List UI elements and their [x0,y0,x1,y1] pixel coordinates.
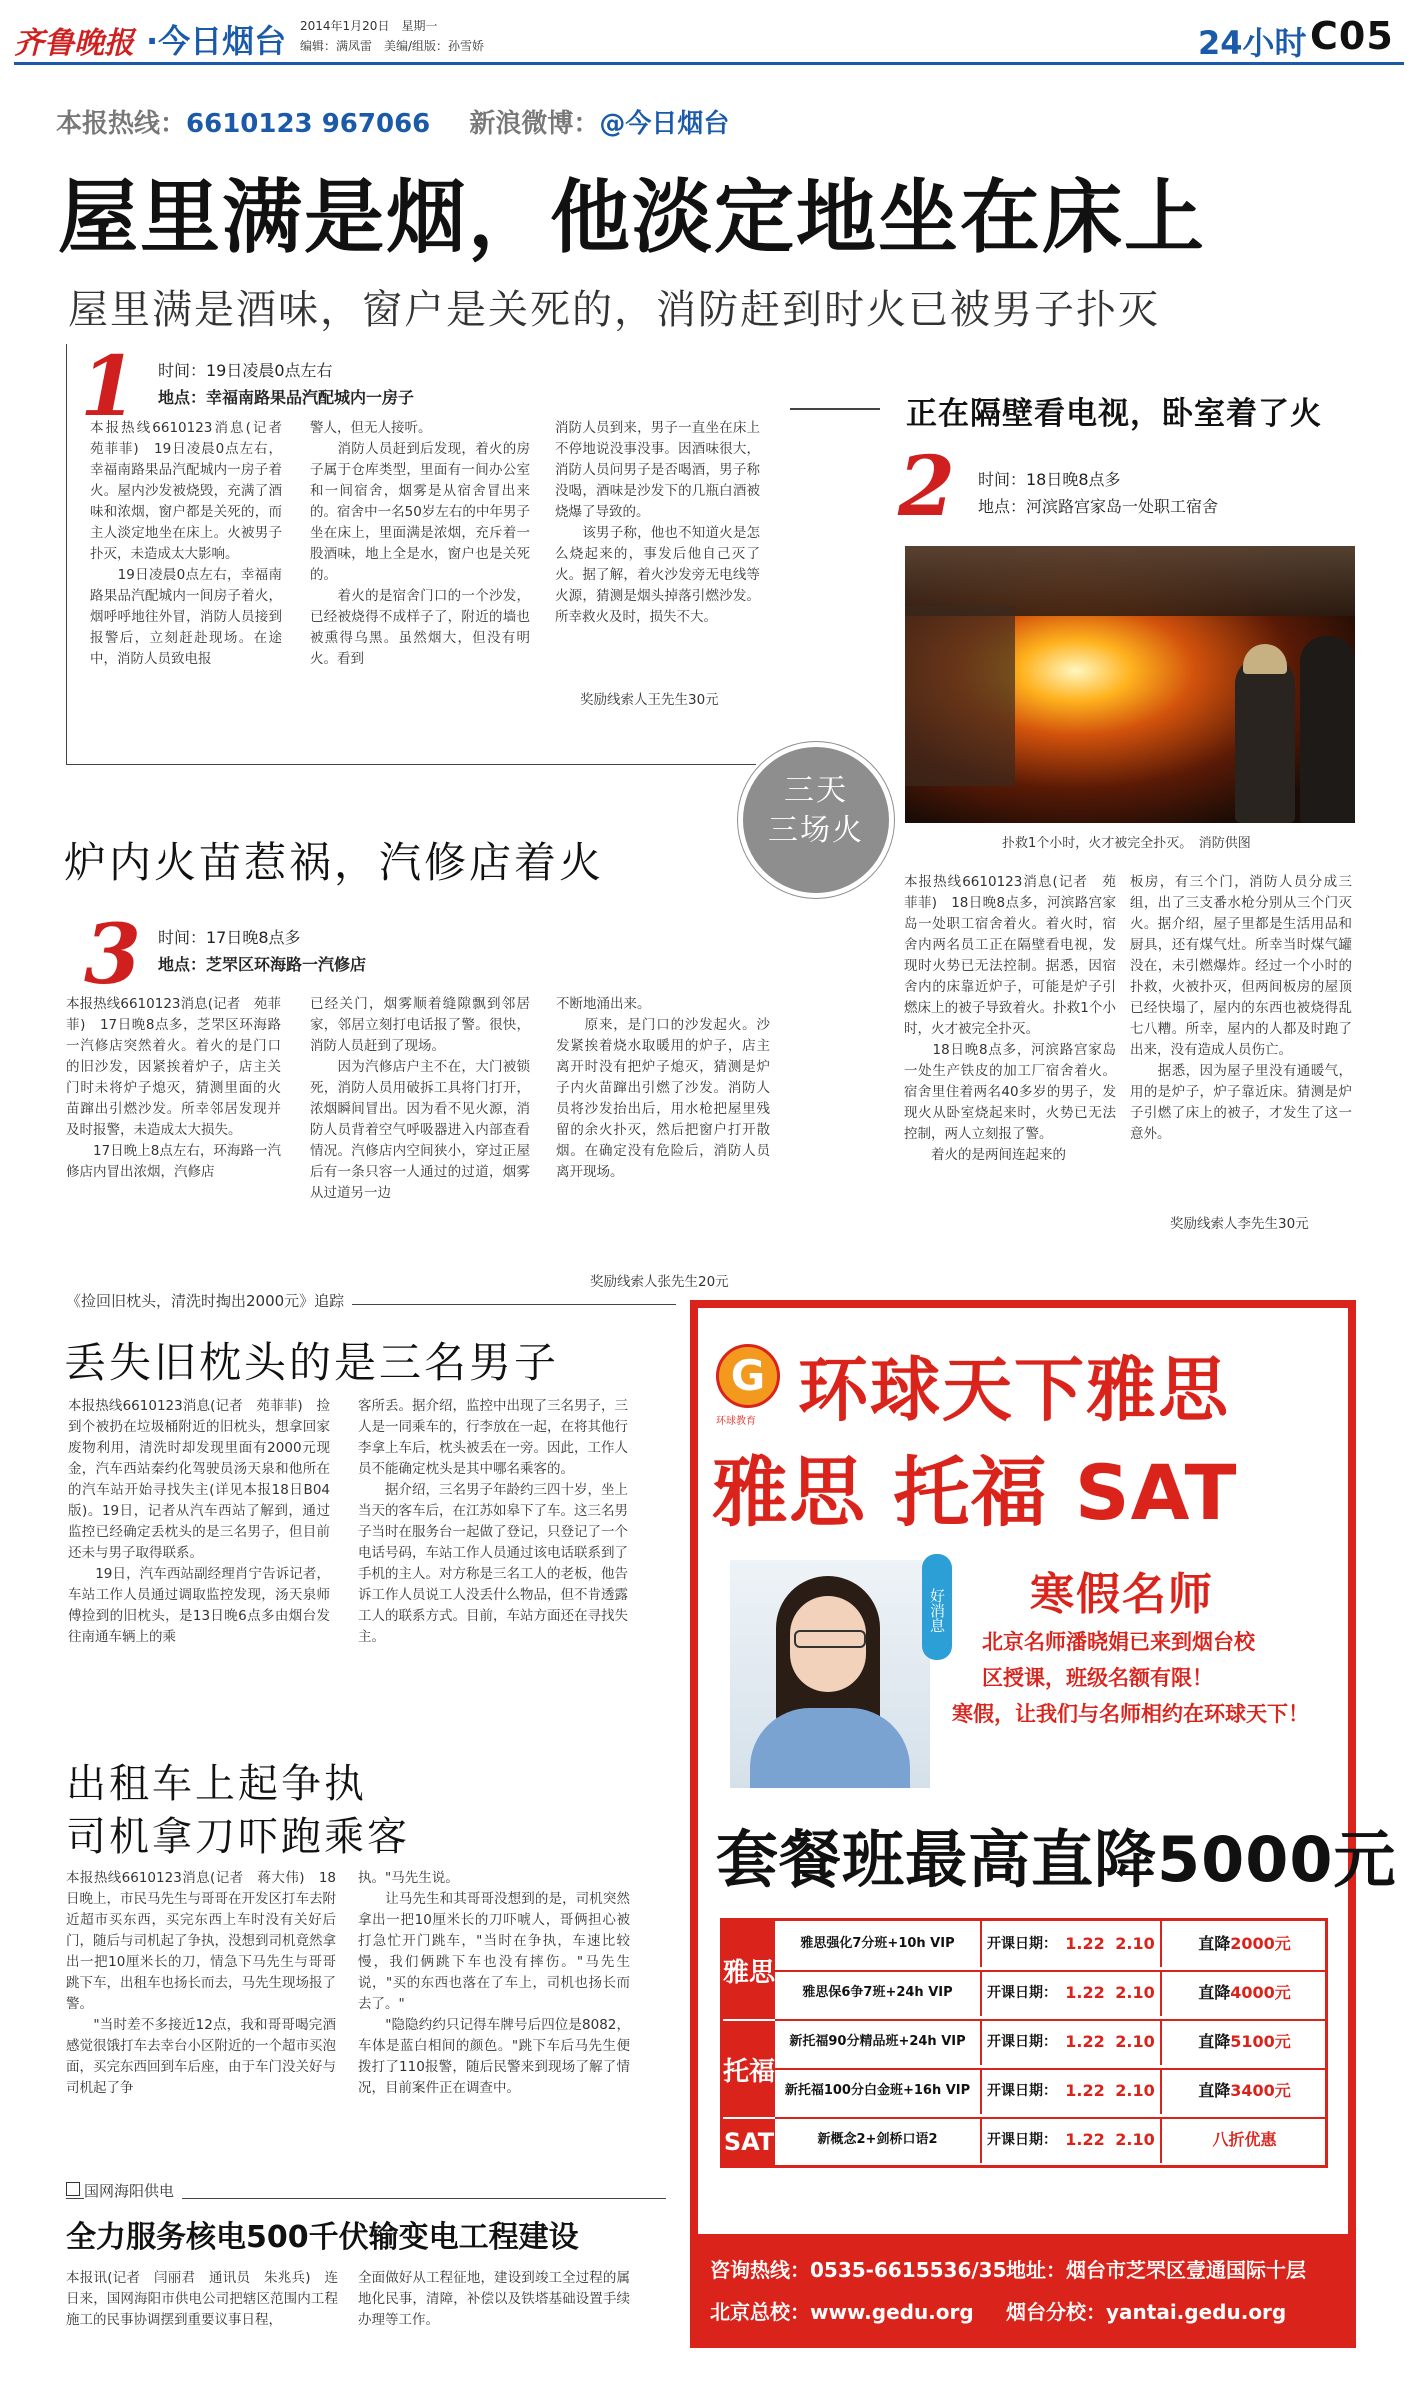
discount-label: 直降 [1198,1983,1231,2002]
story2-reward: 奖励线索人李先生30元 [1170,1216,1309,1232]
date-1: 1.22 [1065,2032,1105,2051]
story4-headline: 丢失旧枕头的是三名男子 [64,1338,560,1387]
ad-frame [690,1300,1397,2348]
discount-cell [1160,2019,1327,2065]
masthead-rule [14,62,1404,65]
photo-helmet [1243,644,1287,674]
story5-headline-2: 司机拿刀吓跑乘客 [66,1814,410,1860]
story6-col1: 本报讯(记者 闫丽君 通讯员 朱兆兵) 连日来，国网海阳市供电公司把辖区范围内工程施工的民事协调摆到重要议事日程， [66,2270,338,2328]
course-name: 新托福100分白金班+16h VIP [784,2083,971,2098]
story5-col1: 本报热线6610123消息(记者 蒋大伟) 18日晚上，市民马先生与哥哥在开发区打车去附近超市买东西，买完东西上车时没有关好后门，随后与司机起了争执，没想到司机竟然拿出一把10厘米长的刀，情急下马先生与哥哥跳下车，出租车也扬长而去，马先生现场报了警。 "当时差不多接近12点，我和哥哥喝完酒感觉很饿打车去幸台小区附近的一个超市买泡面，买完东西回到车后座，由于车门没关好与司机起了争 [66,1870,336,2096]
promo-line-2: 区授课，班级名额有限！ [982,1666,1213,1690]
group-ielts [723,1921,775,2019]
group-sat [723,2117,775,2165]
course-name: 雅思强化7分班+10h VIP [800,1936,955,1951]
course-name: 新概念2+剑桥口语2 [817,2132,938,2147]
story5-col2: 执。"马先生说。 让马先生和其哥哥没想到的是，司机突然拿出一把10厘米长的刀吓唬人，哥俩担心被打急忙开门跳车，"当时在争执，车速比较慢，我们俩跳下车也没有摔伤。"马先生说，"买的东西也落在了车上，司机也扬长而去了。" "隐隐约约只记得车牌号后四位是8082，车体是蓝白相间的颜色。"跳下车后马先生便拨打了110报警，随后民警来到现场了解了情况，目前案件正在调查中。 [358,1870,630,2096]
promo-title: 寒假名师 [1030,1569,1214,1620]
story5-headline-1: 出租车上起争执 [66,1761,367,1807]
photo-shelf [905,606,1015,786]
discount-amount: 2000元 [1230,1934,1291,1953]
date-2: 2.10 [1115,2130,1155,2149]
price-row [775,2117,1325,2165]
ad-address: 地址：烟台市芝罘区壹通国际十层 [1006,2258,1306,2282]
story2-rule [790,408,880,410]
story1-col2: 警人，但无人接听。 消防人员赶到后发现，着火的房子属于仓库类型，里面有一间办公室和一间宿舍，烟雾是从宿舍冒出来的。宿舍中一名50岁左右的中年男子坐在床上，里面满是浓烟，充斥着一股酒味，地上全是水，窗户也是关死的。 着火的是宿舍门口的一个沙发，已经被烧得不成样子了，附近的墙也被熏得乌黑。虽然烟大，但没有明火。看到 [310,420,530,667]
weibo-account: @今日烟台 [599,109,730,139]
date-2: 2.10 [1115,2081,1155,2100]
paper-name: 齐鲁晚报 [14,26,134,61]
story2-col2: 板房，有三个门，消防人员分成三组，出了三支番水枪分别从三个门灭火。据介绍，屋子里都是生活用品和厨具，还有煤气灶。所幸当时煤气罐没在，未引燃爆炸。经过一个小时的扑救，火被扑灭，但两间板房的屋顶已经快塌了，屋内的东西也被烧得乱七八糟。所幸，屋内的人都及时跑了出来，没有造成人员伤亡。 据悉，因为屋子里没有通暖气，用的是炉子，炉子靠近床。猜测是炉子引燃了床上的被子，才发生了这一意外。 [1130,874,1352,1142]
discount-amount: 5100元 [1230,2032,1291,2051]
discount-amount: 4000元 [1230,1983,1291,2002]
discount-cell [1160,1921,1327,1967]
date-1: 1.22 [1065,1983,1105,2002]
story1-number: 1 [80,339,138,435]
badge-line2: 三场火 [768,813,864,848]
lead-subhead: 屋里满是酒味，窗户是关死的，消防赶到时火已被男子扑灭 [68,287,1160,333]
date-2: 2.10 [1115,1934,1155,1953]
discount-label: 直降 [1198,2032,1231,2051]
ad-branch-site: 烟台分校：yantai.gedu.org [1006,2300,1287,2324]
discount-amount: 八折优惠 [1212,2130,1277,2149]
story3-place: 地点：芝罘区环海路一汽修店 [158,955,367,974]
story6-kicker: 国网海阳供电 [84,2180,182,2201]
ad-logo [716,1344,780,1408]
story3-number: 3 [84,907,142,1003]
story2-place: 地点：河滨路宫家岛一处职工宿舍 [978,497,1219,516]
group-toefl-label: 托福 [723,2056,776,2087]
story4-col1: 本报热线6610123消息(记者 苑菲菲) 捡到个被扔在垃圾桶附近的旧枕头，想拿回家废物利用，清洗时却发现里面有2000元现金，汽车西站秦约化驾驶员汤天泉和他所在的汽车站开始寻找失主(详见本报18日B04版)。19日，记者从汽车西站了解到，通过监控已经确定丢枕头的是三名男子，但目前还未与男子取得联系。 19日，汽车西站副经理肖宁告诉记者，车站工作人员通过调取监控发现，汤天泉师傅捡到的旧枕头，是13日晚6点多由烟台发往南通车辆上的乘 [68,1398,330,1645]
date-1: 1.22 [1065,2130,1105,2149]
price-row [775,2068,1325,2119]
masthead [0,0,1417,68]
group-ielts-label: 雅思 [723,1957,776,1988]
story1-col1: 本报热线6610123消息(记者 苑菲菲) 19日凌晨0点左右，幸福南路果品汽配城内一房子着火。屋内沙发被烧毁，充满了酒味和浓烟，窗户都是关死的，而主人淡定地坐在床上。火被男子扑灭，未造成太大影响。 19日凌晨0点左右，幸福南路果品汽配城内一间房子着火，烟呼呼地往外冒，消防人员接到报警后，立刻赶赴现场。在途中，消防人员致电报 [90,420,282,667]
story3-headline: 炉内火苗惹祸，汽修店着火 [64,838,605,887]
discount-label: 直降 [1198,1934,1231,1953]
ad-title-1: 环球天下雅思 [798,1349,1230,1431]
price-row [775,1970,1325,2021]
ad-hq-site: 北京总校：www.gedu.org [710,2300,974,2324]
discount-cell [1160,2117,1327,2163]
photo-firefighter-1 [1235,656,1295,823]
weibo-label: 新浪微博： [469,109,600,139]
date-1: 1.22 [1065,2081,1105,2100]
promo-line-3: 寒假，让我们与名师相约在环球天下！ [952,1702,1309,1726]
story3-col3: 不断地涌出来。 原来，是门口的沙发起火。沙发紧挨着烧水取暖用的炉子，店主离开时没有把炉子熄灭，猜测是炉子内火苗蹿出引燃了沙发。消防人员将沙发抬出后，用水枪把屋里残留的余火扑灭，然后把窗户打开散烟。在确定没有危险后，消防人员离开现场。 [556,996,770,1180]
story2-time: 时间：18日晚8点多 [978,470,1121,489]
teacher-glasses [794,1630,866,1648]
story1-reward: 奖励线索人王先生30元 [580,692,719,708]
photo-caption: 扑救1个小时，火才被完全扑灭。 消防供图 [1002,836,1251,851]
story4-col2: 客所丢。据介绍，监控中出现了三名男子，三人是一同乘车的，行李放在一起，在将其他行李拿上车后，枕头被丢在一旁。因此，工作人员不能确定枕头是其中哪名乘客的。 据介绍，三名男子年龄约三四十岁，坐上当天的客车后，在江苏如皋下了车。这三名男子当时在服务台一起做了登记，只登记了一个电话号码，车站工作人员通过该电话联系到了手机的主人。对方称是三名工人的老板，他告诉工作人员说工人没丢什么物品，但不肯透露工人的联系方式。目前，车站方面还在寻找失主。 [358,1398,628,1645]
course-name: 新托福90分精品班+24h VIP [789,2034,966,2049]
ad-logo-text: 环球教育 [716,1416,756,1427]
date-2: 2.10 [1115,1983,1155,2002]
story1-frame-bottom [66,764,756,765]
story1-time: 时间：19日凌晨0点左右 [158,361,333,380]
date-2: 2.10 [1115,2032,1155,2051]
discount-cell [1160,2068,1327,2114]
logo-g-icon: G [730,1351,766,1400]
story2-number: 2 [898,439,956,535]
date-label: 开课日期： [980,2068,1062,2114]
badge-line1: 三天 [784,773,848,808]
price-rows [775,1921,1325,2165]
story1-frame-left [66,344,67,764]
story6-kicker-box [66,2182,80,2196]
date-1: 1.22 [1065,1934,1105,1953]
lead-headline: 屋里满是烟，他淡定地坐在床上 [58,171,1206,264]
date-label: 开课日期： [980,1970,1062,2016]
date-label: 开课日期： [980,2117,1062,2163]
story3-col2: 已经关门，烟雾顺着缝隙飘到邻居家，邻居立刻打电话报了警。很快，消防人员赶到了现场。 因为汽修店户主不在，大门被锁死，消防人员用破拆工具将门打开，浓烟瞬间冒出。因为看不见火源，消防人员背着空气呼吸器进入内部查看情况。汽修店内空间狭小，穿过正屋后有一条只容一人通过的过道，烟雾从过道另一边 [310,996,530,1201]
teacher-body [750,1708,910,1788]
teacher-photo [730,1560,930,1788]
price-table [720,1918,1328,2168]
story3-col1: 本报热线6610123消息(记者 苑菲菲) 17日晚8点多，芝罘区环海路一汽修店突然着火。着火的是门口的旧沙发，因紧挨着炉子，店主关门时未将炉子熄灭，猜测里面的火苗蹿出引燃沙发。所幸邻居发现并及时报警，未造成太大损失。 17日晚上8点左右，环海路一汽修店内冒出浓烟，汽修店 [66,996,281,1180]
hotline-label: 本报热线： [56,109,187,139]
story2-headline: 正在隔壁看电视，卧室着了火 [906,396,1322,432]
group-toefl [723,2019,775,2117]
price-row [775,2019,1325,2070]
story1-col3: 消防人员到来，男子一直坐在床上不停地说没事没事。因酒味很大，消防人员问男子是否喝酒，男子称没喝，酒味是沙发下的几瓶白酒被烧爆了导致的。 该男子称，他也不知道火是怎么烧起来的，事发后他自己灭了火。据了解，着火沙发旁无电线等火源，猜测是烟头掉落引燃沙发。所幸救火及时，损失不大。 [555,420,760,625]
price-row [775,1921,1325,1972]
story6-col2: 全面做好从工程征地，建设到竣工全过程的属地化民事，清障，补偿以及铁塔基础设置手续办理等工作。 [358,2270,630,2328]
story3-reward: 奖励线索人张先生20元 [590,1274,729,1290]
photo-firefighter-2 [1300,636,1355,823]
fire-photo [905,546,1355,823]
story2-col1: 本报热线6610123消息(记者 苑菲菲) 18日晚8点多，河滨路宫家岛一处职工宿舍着火。着火时，宿舍内两名员工正在隔壁看电视，发现时火势已无法控制。据悉，因宿舍内的床靠近炉子，可能是炉子引燃床上的被子导致着火。扑救1个小时，火才被完全扑灭。 18日晚8点多，河滨路宫家岛一处生产铁皮的加工厂宿舍着火。宿舍里住着两名40多岁的男子，发现火从卧室烧起来时，火势已无法控制，两人立刻报了警。 着火的是两间连起来的 [904,874,1116,1163]
date-label: 开课日期： [980,1921,1062,1967]
story1-place: 地点：幸福南路果品汽配城内一房子 [158,388,415,407]
ad-footer [690,2234,1356,2348]
ad-title-2: 雅思 托福 SAT [712,1448,1238,1537]
discount-label: 直降 [1198,2081,1231,2100]
group-sat-label: SAT [723,2128,775,2156]
badge-24h: 24小时 [1198,24,1307,62]
promo-line-1: 北京名师潘晓娟已来到烟台校 [982,1630,1255,1654]
editors: 编辑：满凤雷 美编/组版：孙雪娇 [300,39,485,53]
hotline-bar [56,103,729,140]
three-fires-badge [738,742,894,898]
discount-cell [1160,1970,1327,2016]
story3-time: 时间：17日晚8点多 [158,928,301,947]
page-number: C05 [1310,14,1394,58]
issue-date: 2014年1月20日 星期一 [300,19,438,33]
big-offer: 套餐班最高直降5000元 [716,1823,1397,1896]
date-label: 开课日期： [980,2019,1062,2065]
discount-amount: 3400元 [1230,2081,1291,2100]
course-name: 雅思保6争7班+24h VIP [802,1985,953,2000]
section-name: ·今日烟台 [146,22,287,60]
hotline-numbers: 6610123 967066 [186,109,431,139]
ad-phone: 咨询热线：0535-6615536/35 [710,2258,1007,2282]
story4-kicker: 《捡回旧枕头，清洗时掏出2000元》追踪 [66,1290,352,1311]
good-news-bubble: 好消息 [922,1554,952,1660]
story6-headline: 全力服务核电500千伏输变电工程建设 [66,2220,579,2255]
